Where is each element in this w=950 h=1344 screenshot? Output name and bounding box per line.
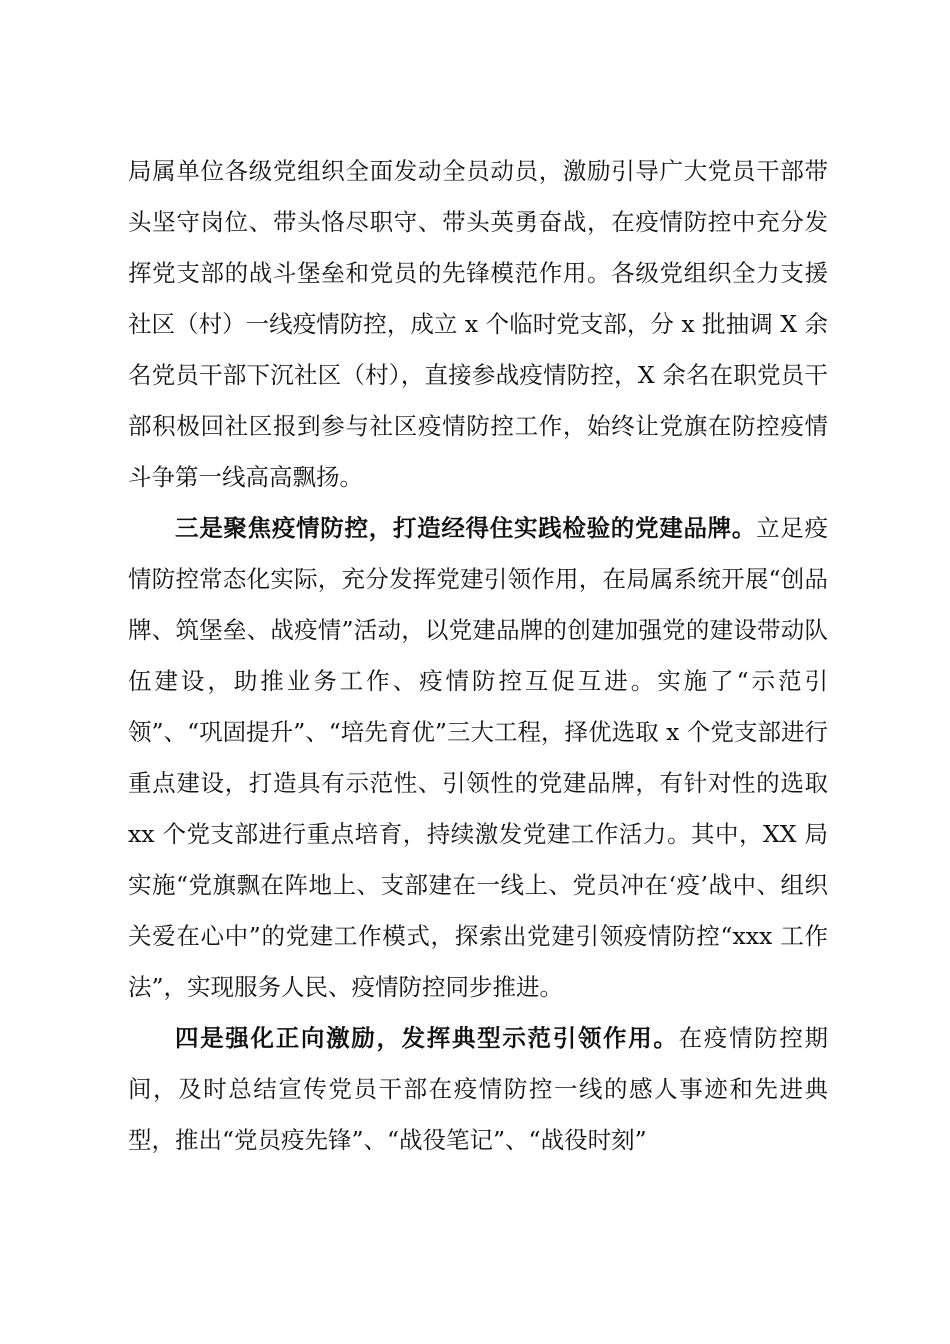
paragraph-3-text: 在疫情防控期间，及时总结宣传党员干部在疫情防控一线的感人事迹和先进典型，推出“党员疫先锋”、“战役笔记”、“战役时刻” — [128, 1024, 829, 1154]
paragraph-2 — [128, 503, 828, 1013]
paragraph-1 — [128, 146, 828, 503]
paragraph-3 — [128, 1013, 828, 1166]
paragraph-2-text: 立足疫情防控常态化实际，充分发挥党建引领作用，在局属系统开展“创品牌、筑堡垒、战疫情”活动，以党建品牌的创建加强党的建设带动队伍建设，助推业务工作、疫情防控互促互进。实施了“示范引领”、“巩固提升”、“培先育优”三大工程，择优选取 x 个党支部进行重点建设，打造具有示范性、引领性的党建品牌，有针对性的选取 xx 个党支部进行重点培育，持续激发党建工作活力。其中，XX 局实施“党旗飘在阵地上、支部建在一线上、党员冲在‘疫’战中、组织关爱在心中”的党建工作模式，探索出党建引领疫情防控“xxx 工作法”，实现服务人民、疫情防控同步推进。 — [128, 514, 829, 1001]
paragraph-1-text: 局属单位各级党组织全面发动全员动员，激励引导广大党员干部带头坚守岗位、带头恪尽职守、带头英勇奋战，在疫情防控中充分发挥党支部的战斗堡垒和党员的先锋模范作用。各级党组织全力支援社区（村）一线疫情防控，成立 x 个临时党支部，分 x 批抽调 X 余名党员干部下沉社区（村），直接参战疫情防控，X 余名在职党员干部积极回社区报到参与社区疫情防控工作，始终让党旗在防控疫情斗争第一线高高飘扬。 — [128, 157, 828, 491]
document-body — [128, 146, 828, 1166]
paragraph-2-heading: 三是聚焦疫情防控，打造经得住实践检验的党建品牌。 — [175, 514, 757, 542]
paragraph-3-heading: 四是强化正向激励，发挥典型示范引领作用。 — [175, 1024, 679, 1052]
